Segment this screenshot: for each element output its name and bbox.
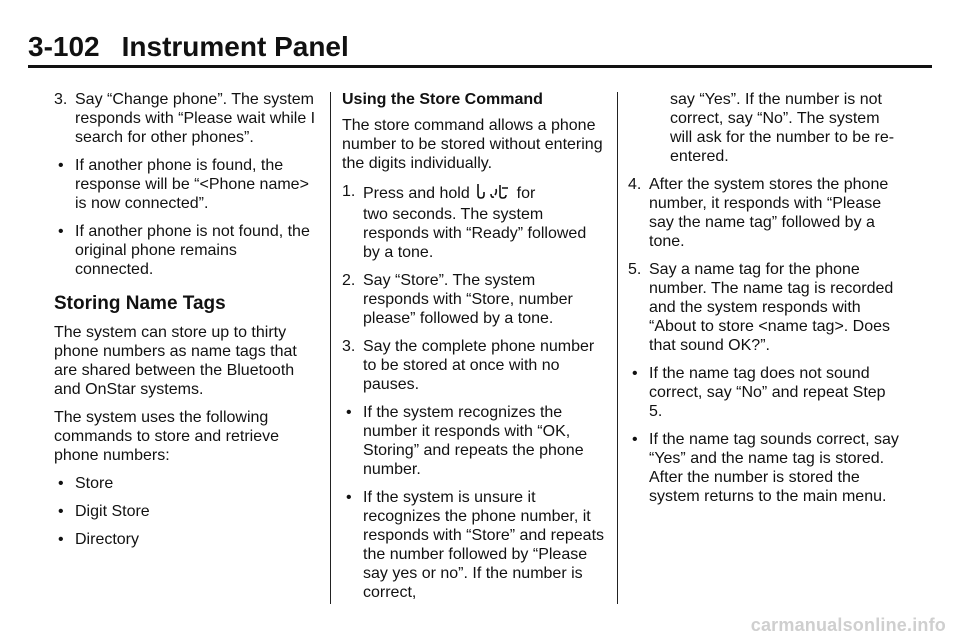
watermark: carmanualsonline.info <box>750 615 946 635</box>
step-text: Say a name tag for the phone number. The name tag is recorded and the system responds with “About to store <name tag>. Does that sound OK?”. <box>649 261 894 354</box>
step-number: 4. <box>628 176 642 193</box>
list-item-store: • Store <box>54 474 316 493</box>
section-title-storing-name-tags: Storing Name Tags <box>54 293 226 314</box>
step-number: 5. <box>628 261 642 278</box>
page-number: 3-102 <box>28 31 100 62</box>
bullet-tag-correct: • If the name tag sounds correct, say “Yes” and the name tag is stored. After the number is stored the system returns to the main menu. <box>628 430 900 506</box>
step-text-continued: two seconds. The system responds with “Ready” followed by a tone. <box>363 206 587 261</box>
step-text: Say the complete phone number to be stored at once with no pauses. <box>363 338 595 393</box>
steering-wheel-button-icon <box>475 182 487 205</box>
step-text: Say “Change phone”. The system responds with “Please wait while I search for other phones”. <box>75 91 316 146</box>
bullet-recognized: • If the system recognizes the number it responds with “OK, Storing” and repeats the phone number. <box>342 403 604 479</box>
page-title: Instrument Panel <box>121 31 349 62</box>
bullet-unsure: • If the system is unsure it recognizes the phone number, it responds with “Store” and repeats the number followed by “Please say yes or no”. If the number is correct, <box>342 488 604 602</box>
step-number: 3. <box>342 338 356 355</box>
header-rule <box>28 65 932 68</box>
step-text: After the system stores the phone number, it responds with “Please say the name tag” followed by a tone. <box>649 176 889 250</box>
step-1-press-hold <box>342 182 604 262</box>
column-divider-1 <box>330 92 331 604</box>
bullet-phone-not-found: • If another phone is not found, the original phone remains connected. <box>54 222 316 279</box>
step-3-change-phone <box>54 90 316 147</box>
step-3-say-number <box>342 337 604 394</box>
column-right <box>628 90 900 515</box>
step-number: 3. <box>54 91 68 108</box>
page-header <box>28 30 932 64</box>
bullet-phone-found: • If another phone is found, the response will be “<Phone name> is now connected”. <box>54 156 316 213</box>
subheading-store-command: Using the Store Command <box>342 91 543 108</box>
step-number: 2. <box>342 272 356 289</box>
column-divider-2 <box>617 92 618 604</box>
step-4-stored <box>628 175 900 251</box>
column-middle <box>342 90 604 611</box>
column-left <box>54 90 316 558</box>
voice-command-icon <box>489 182 511 205</box>
bullet-continuation: say “Yes”. If the number is not correct, say “No”. The system will ask for the number to be re-entered. <box>670 91 895 165</box>
step-2-say-store <box>342 271 604 328</box>
step-text-suffix: for <box>516 185 536 202</box>
bullet-tag-incorrect: • If the name tag does not sound correct, say “No” and repeat Step 5. <box>628 364 900 421</box>
list-item-digit-store: • Digit Store <box>54 502 316 521</box>
step-text: Say “Store”. The system responds with “Store, number please” followed by a tone. <box>363 272 573 327</box>
paragraph-store-command: The store command allows a phone number to be stored without entering the digits individually. <box>342 117 603 172</box>
paragraph-capacity: The system can store up to thirty phone numbers as name tags that are shared between the Bluetooth and OnStar systems. <box>54 324 297 398</box>
step-number: 1. <box>342 183 356 200</box>
step-text-prefix: Press and hold <box>363 185 470 202</box>
list-item-directory: • Directory <box>54 530 316 549</box>
paragraph-commands: The system uses the following commands to store and retrieve phone numbers: <box>54 409 279 464</box>
step-5-name-tag <box>628 260 900 355</box>
